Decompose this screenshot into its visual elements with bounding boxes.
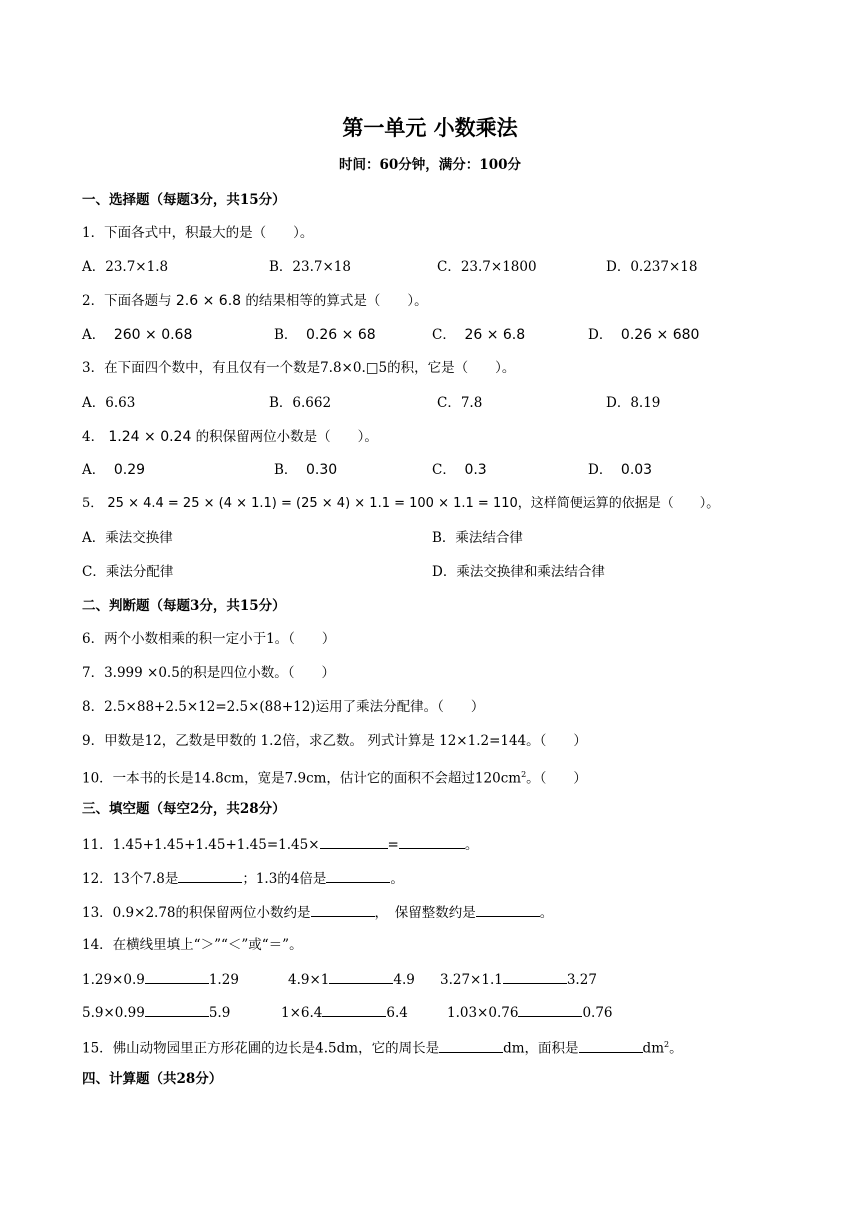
compare-left: 5.9×0.99 xyxy=(82,1005,145,1021)
q3-option-c: C．7.8 xyxy=(437,395,483,411)
q11-equals: = xyxy=(387,837,399,853)
question-12 xyxy=(82,867,404,889)
question-5-stem xyxy=(82,494,719,514)
answer-blank[interactable] xyxy=(579,1037,643,1053)
question-14-stem: 14．在横线里填上“＞”“＜”或“＝”。 xyxy=(82,937,303,953)
answer-blank[interactable] xyxy=(439,1037,503,1053)
q5-option-d: D．乘法交换律和乘法结合律 xyxy=(432,564,605,580)
q4-option-a-value: 0.29 xyxy=(113,462,146,478)
compare-right: 4.9 xyxy=(393,972,415,988)
compare-item xyxy=(82,968,239,990)
q3-option-d: D．8.19 xyxy=(606,395,661,411)
q1-option-a: A．23.7×1.8 xyxy=(82,259,169,275)
q10-tail: 。（ ） xyxy=(526,770,587,787)
q3-option-a: A．6.63 xyxy=(82,395,136,411)
q2-option-d-label: D． xyxy=(588,327,613,343)
q2-option-a xyxy=(82,325,192,345)
q12-text: 12．13个7.8是 xyxy=(82,871,179,887)
q3-option-b: B．6.662 xyxy=(269,395,332,411)
answer-blank[interactable] xyxy=(145,968,209,984)
q4-option-b-value: 0.30 xyxy=(306,462,338,478)
section-heading-4: 四、计算题（共28分） xyxy=(82,1071,223,1087)
q4-option-c-label: C． xyxy=(432,462,456,478)
q2-option-a-label: A． xyxy=(82,327,106,343)
compare-item xyxy=(281,1001,408,1023)
q10-superscript: 2 xyxy=(521,770,527,779)
q12-tail: 。 xyxy=(390,871,404,887)
q13-tail: 。 xyxy=(539,905,554,921)
question-11 xyxy=(82,833,478,855)
q4-option-d-label: D． xyxy=(588,462,613,478)
compare-item xyxy=(288,968,415,990)
q4-option-d xyxy=(588,460,652,480)
q5-option-c: C．乘法分配律 xyxy=(82,564,174,580)
q2-option-a-value: 260 × 0.68 xyxy=(113,327,193,343)
answer-blank[interactable] xyxy=(518,1001,582,1017)
question-10 xyxy=(82,765,587,789)
q5-stem-pre: 5． xyxy=(82,496,108,511)
q2-option-c xyxy=(432,325,525,345)
answer-blank[interactable] xyxy=(503,968,567,984)
q4-option-a-label: A． xyxy=(82,462,106,478)
question-2-stem xyxy=(82,291,428,311)
question-4-stem xyxy=(82,427,378,447)
q4-option-b-label: B． xyxy=(274,462,298,478)
q2-option-c-label: C． xyxy=(432,327,456,343)
q1-option-d: D．0.237×18 xyxy=(606,259,698,275)
question-8: 8．2.5×88+2.5×12=2.5×(88+12)运用了乘法分配律。（ ） xyxy=(82,699,485,715)
page-title: 第一单元 小数乘法 xyxy=(342,115,518,140)
q11-tail: 。 xyxy=(464,837,479,853)
question-7: 7．3.999 ×0.5的积是四位小数。（ ） xyxy=(82,665,336,681)
section-heading-3: 三、填空题（每空2分，共28分） xyxy=(82,801,286,817)
q2-option-d xyxy=(588,325,699,345)
compare-item xyxy=(447,1001,613,1023)
answer-blank[interactable] xyxy=(399,833,465,849)
section-heading-2: 二、判断题（每题3分，共15分） xyxy=(82,598,286,614)
q13-mid: ， 保留整数约是 xyxy=(374,905,476,921)
q4-option-a xyxy=(82,460,145,480)
q4-stem-math: 1.24 × 0.24 xyxy=(108,429,192,445)
question-13 xyxy=(82,901,553,923)
compare-right: 6.4 xyxy=(386,1005,408,1021)
q4-option-c xyxy=(432,460,487,480)
question-15 xyxy=(82,1035,683,1059)
question-3-stem: 3．在下面四个数中，有且仅有一个数是7.8×0.□5的积，它是（ ）。 xyxy=(82,360,516,376)
answer-blank[interactable] xyxy=(322,1001,386,1017)
compare-left: 1.03×0.76 xyxy=(447,1005,519,1021)
q15-superscript: 2 xyxy=(664,1040,670,1049)
q15-tail: 。 xyxy=(669,1040,683,1057)
section-heading-1: 一、选择题（每题3分，共15分） xyxy=(82,192,286,208)
answer-blank[interactable] xyxy=(476,901,540,917)
q2-option-c-value: 26 × 6.8 xyxy=(464,327,526,343)
compare-item xyxy=(440,968,597,990)
compare-left: 4.9×1 xyxy=(288,972,330,988)
question-9: 9．甲数是12，乙数是甲数的 1.2倍，求乙数。 列式计算是 12×1.2=144。（ ） xyxy=(82,733,587,749)
q4-stem-post: 的积保留两位小数是（ ）。 xyxy=(191,429,378,445)
q5-option-b: B．乘法结合律 xyxy=(432,530,523,546)
q2-option-b-value: 0.26 × 68 xyxy=(306,327,376,343)
q4-option-d-value: 0.03 xyxy=(620,462,653,478)
q5-stem-post: ，这样简便运算的依据是（ ）。 xyxy=(517,496,720,511)
q4-option-c-value: 0.3 xyxy=(464,462,487,478)
q1-option-b: B．23.7×18 xyxy=(269,259,351,275)
question-1-stem: 1．下面各式中，积最大的是（ ）。 xyxy=(82,225,314,241)
q15-text: 15．佛山动物园里正方形花圃的边长是4.5dm，它的周长是 xyxy=(82,1040,440,1057)
compare-left: 3.27×1.1 xyxy=(440,972,503,988)
compare-right: 0.76 xyxy=(582,1005,613,1021)
q2-stem-post: 的结果相等的算式是（ ）。 xyxy=(241,293,428,309)
q13-text: 13．0.9×2.78的积保留两位小数约是 xyxy=(82,905,311,921)
q12-mid: ；1.3的4倍是 xyxy=(242,871,327,887)
answer-blank[interactable] xyxy=(329,968,393,984)
q4-option-b xyxy=(274,460,337,480)
q2-stem-math: 2.6 × 6.8 xyxy=(175,293,242,309)
compare-item xyxy=(82,1001,230,1023)
answer-blank[interactable] xyxy=(320,833,388,849)
q5-option-a: A．乘法交换律 xyxy=(82,530,173,546)
compare-right: 3.27 xyxy=(566,972,597,988)
answer-blank[interactable] xyxy=(178,867,242,883)
q4-stem-pre: 4． xyxy=(82,429,109,445)
page-subtitle: 时间：60分钟，满分：100分 xyxy=(339,157,521,173)
q2-option-b-label: B． xyxy=(274,327,298,343)
question-6: 6．两个小数相乘的积一定小于1。（ ） xyxy=(82,631,336,647)
q2-option-d-value: 0.26 × 680 xyxy=(620,327,700,343)
q5-stem-math: 25 × 4.4 = 25 × (4 × 1.1) = (25 × 4) × 1.1 = 100 × 1.1 = 110 xyxy=(107,496,518,511)
answer-blank[interactable] xyxy=(145,1001,209,1017)
answer-blank[interactable] xyxy=(311,901,375,917)
q2-option-b xyxy=(274,325,376,345)
q15-unit: dm xyxy=(642,1040,664,1057)
q11-text: 11．1.45+1.45+1.45+1.45=1.45× xyxy=(82,837,320,853)
q2-stem-pre: 2．下面各题与 xyxy=(82,293,176,309)
q15-mid: dm，面积是 xyxy=(503,1040,579,1057)
answer-blank[interactable] xyxy=(326,867,390,883)
q10-text: 10．一本书的长是14.8cm，宽是7.9cm，估计它的面积不会超过120cm xyxy=(82,770,522,787)
compare-left: 1.29×0.9 xyxy=(82,972,145,988)
compare-left: 1×6.4 xyxy=(281,1005,323,1021)
q1-option-c: C．23.7×1800 xyxy=(437,259,537,275)
compare-right: 5.9 xyxy=(208,1005,231,1021)
compare-right: 1.29 xyxy=(208,972,239,988)
